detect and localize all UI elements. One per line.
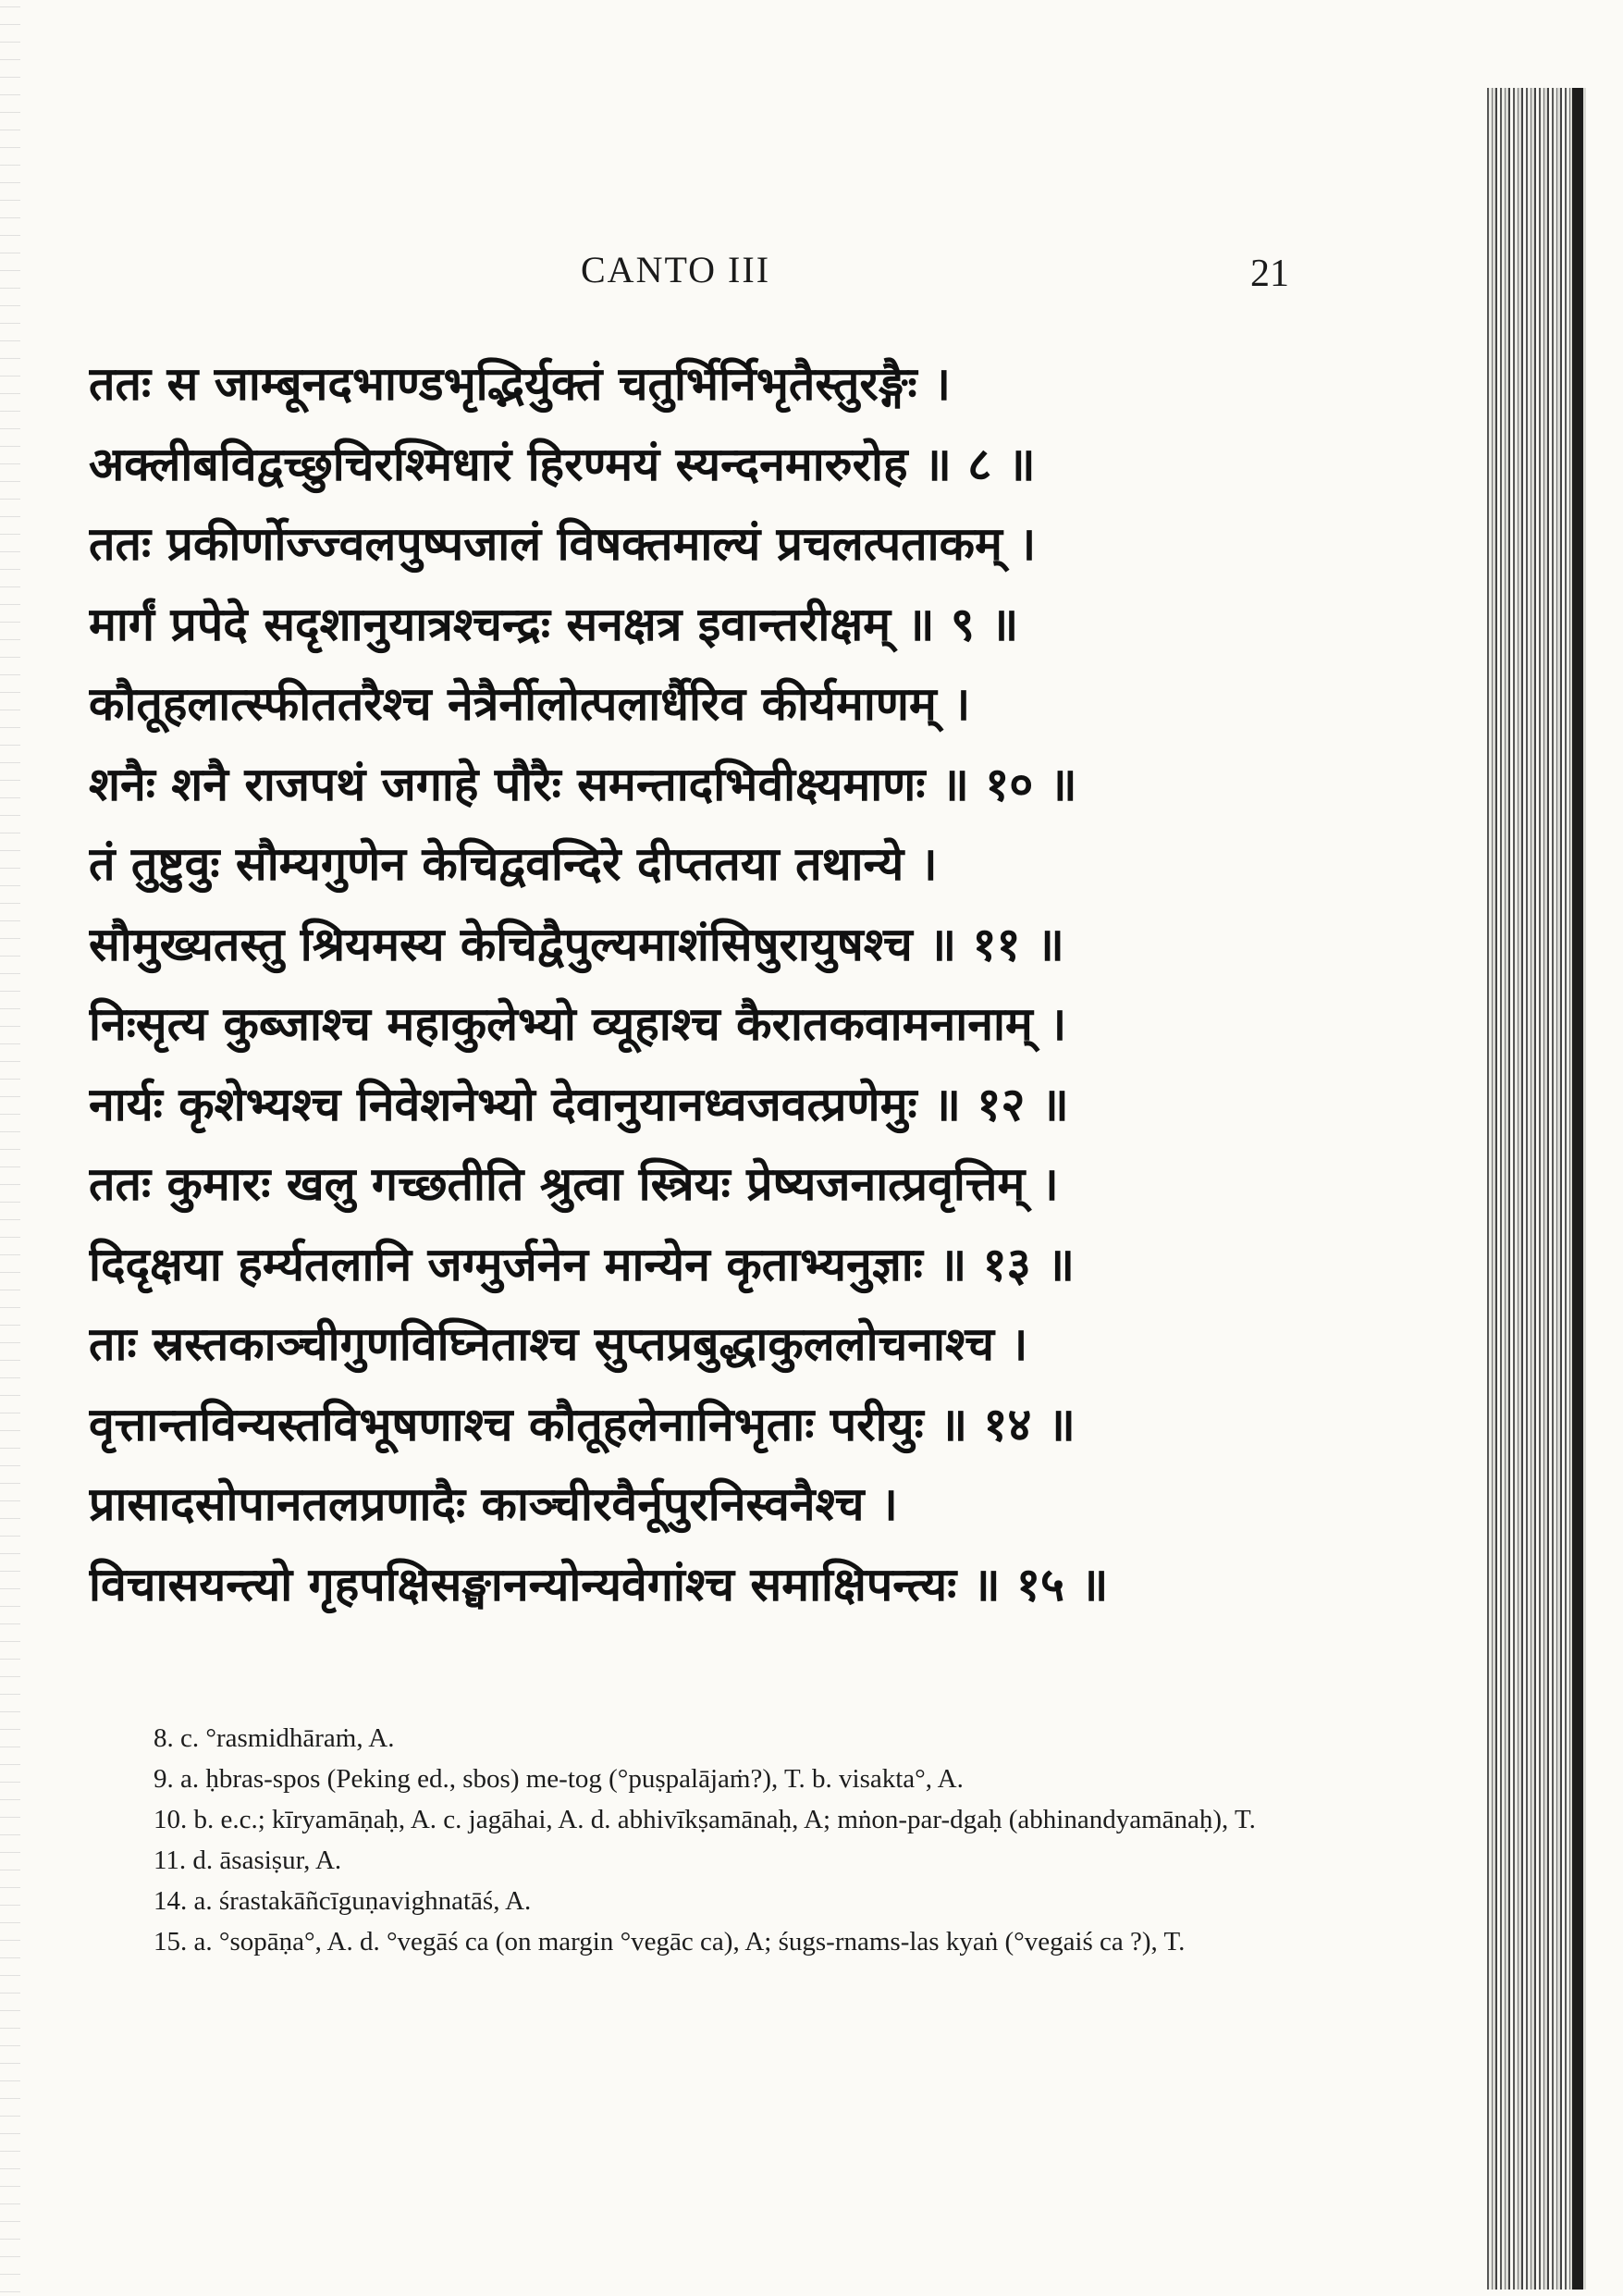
verse-line: मार्गं प्रपेदे सदृशानुयात्रश्चन्द्रः सनक्षत्र इवान्तरीक्षम् ॥ ९ ॥ xyxy=(89,597,1019,651)
page-number: 21 xyxy=(1250,253,1289,295)
scan-binding-strip xyxy=(1484,88,1586,2290)
footnote: 11. d. āsasiṣur, A. xyxy=(154,1845,342,1875)
verse-line: नार्यः कृशेभ्यश्च निवेशनेभ्यो देवानुयानध्वजवत्प्रणेमुः ॥ १२ ॥ xyxy=(89,1077,1069,1131)
footnote: 14. a. śrastakāñcīguṇavighnatāś, A. xyxy=(154,1886,532,1916)
verse-line: ततः स जाम्बूनदभाण्डभृद्भिर्युक्तं चतुर्भिर्निभृतैस्तुरङ्गैः । xyxy=(89,357,951,411)
verse-line: दिदृक्षया हर्म्यतलानि जग्मुर्जनेन मान्येन कृताभ्यनुज्ञाः ॥ १३ ॥ xyxy=(89,1237,1075,1291)
footnote: 15. a. °sopāṇa°, A. d. °vegāś ca (on margin °vegāc ca), A; śugs-rnams-las kyaṅ (°vegaiś ca ?), T. xyxy=(154,1927,1186,1957)
verse-line: शनैः शनै राजपथं जगाहे पौरैः समन्तादभिवीक्ष्यमाणः ॥ १० ॥ xyxy=(89,757,1077,811)
verse-line: ततः कुमारः खलु गच्छतीति श्रुत्वा स्त्रियः प्रेष्यजनात्प्रवृत्तिम् । xyxy=(89,1157,1059,1211)
footnote: 10. b. e.c.; kīryamāṇaḥ, A. c. jagāhai, A. d. abhivīkṣamānaḥ, A; mṅon-par-dgaḥ (abhinandyamānaḥ), T. xyxy=(154,1805,1256,1834)
verse-line: अक्लीबविद्वच्छुचिरश्मिधारं हिरण्मयं स्यन्दनमारुरोह ॥ ८ ॥ xyxy=(89,437,1036,491)
verse-line: तं तुष्टुवुः सौम्यगुणेन केचिद्ववन्दिरे दीप्ततया तथान्ये । xyxy=(89,837,938,891)
verse-line: ततः प्रकीर्णोज्ज्वलपुष्पजालं विषक्तमाल्यं प्रचलत्पताकम् । xyxy=(89,517,1037,571)
verse-line: कौतूहलात्स्फीततरैश्च नेत्रैर्नीलोत्पलार्धैरिव कीर्यमाणम् । xyxy=(89,677,971,731)
verse-line: विचासयन्त्यो गृहपक्षिसङ्घानन्योन्यवेगांश्च समाक्षिपन्त्यः ॥ १५ ॥ xyxy=(89,1557,1109,1611)
footnote: 9. a. ḥbras-spos (Peking ed., sbos) me-tog (°puṣpalājaṁ?), T. b. visakta°, A. xyxy=(154,1764,964,1794)
footnote: 8. c. °rasmidhāraṁ, A. xyxy=(154,1723,395,1753)
running-head xyxy=(0,248,1295,291)
verse-line: प्रासादसोपानतलप्रणादैः काञ्चीरवैर्नूपुरनिस्वनैश्च । xyxy=(89,1477,898,1531)
verse-line: निःसृत्य कुब्जाश्च महाकुलेभ्यो व्यूहाश्च कैरातकवामनानाम् । xyxy=(89,997,1067,1051)
scan-binding-edge xyxy=(1572,88,1583,2290)
scan-left-edge xyxy=(0,0,20,2296)
footnotes xyxy=(89,1721,1282,1965)
running-title: CANTO III xyxy=(581,249,771,290)
verse-line: वृत्तान्तविन्यस्तविभूषणाश्च कौतूहलेनानिभृताः परीयुः ॥ १४ ॥ xyxy=(89,1397,1076,1451)
verse-line: सौमुख्यतस्तु श्रियमस्य केचिद्वैपुल्यमाशंसिषुरायुषश्च ॥ ११ ॥ xyxy=(89,917,1064,971)
verse-line: ताः स्रस्तकाञ्चीगुणविघ्निताश्च सुप्तप्रबुद्धाकुललोचनाश्च । xyxy=(89,1317,1028,1371)
verse-block xyxy=(89,344,1319,1624)
